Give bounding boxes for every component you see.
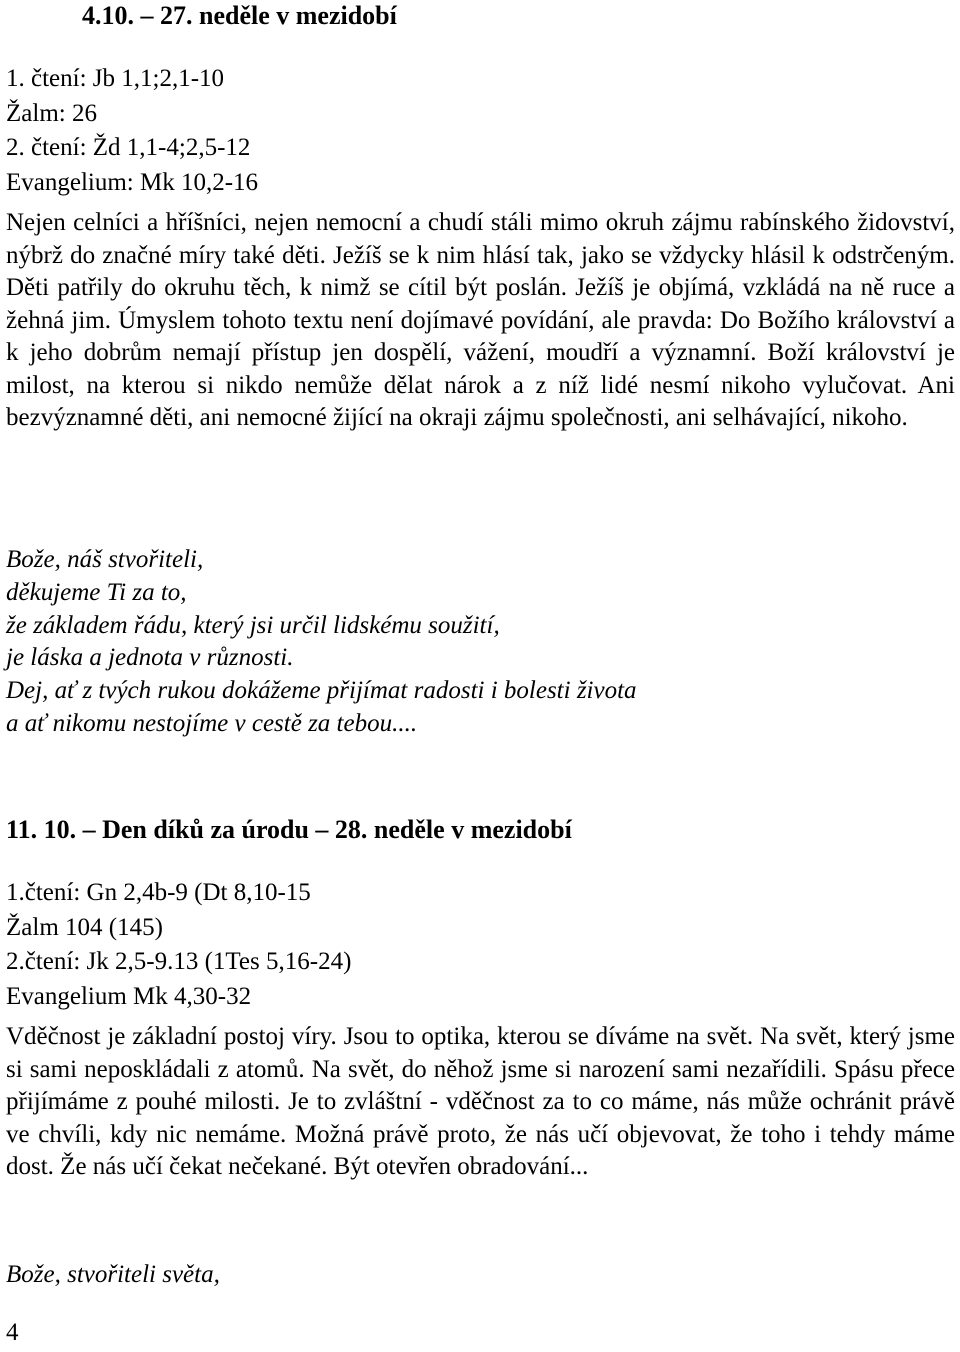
reading-item: Evangelium: Mk 10,2-16 — [6, 168, 259, 196]
reading-item: 1.čtení: Gn 2,4b-9 (Dt 8,10-15 — [6, 879, 311, 906]
prayer-line: Bože, stvořiteli světa, — [6, 1261, 220, 1288]
section-heading: 11. 10. – Den díků za úrodu – 28. neděle v mezidobí — [6, 815, 572, 844]
prayer-block — [6, 1259, 220, 1292]
page-number: 4 — [6, 1319, 19, 1346]
reading-item: 1. čtení: Jb 1,1;2,1-10 — [6, 65, 225, 92]
prayer-line: děkujeme Ti za to, — [6, 578, 187, 606]
reflection-paragraph: Nejen celníci a hříšníci, nejen nemocní a chudí stáli mimo okruh zájmu rabínského židovství, nýbrž do značné míry také děti. Ježíš se k nim hlásí tak, jako se vždycky hlásil k odstrčeným. Děti patřily do okruhu těch, k nimž se cítil být poslán. Ježíš je objímá, vzkládá na ně ruce a žehná jim. Úmyslem tohoto textu není dojímavé povídání, ale pravda: Do Božího království a k jeho dobrům nemají přístup jen dospělí, vážení, moudří a významní. Boží království je milost, na kterou si nikdo nemůže dělat nárok a z níž lidé nesmí nikoho vylučovat. Ani bezvýznamné děti, ani nemocné žijící na okraji zájmu společnosti, ani selhávající, nikoho. — [6, 209, 955, 431]
reflection-paragraph: Vděčnost je základní postoj víry. Jsou to optika, kterou se díváme na svět. Na svět, který jsme si sami neposkládali z atomů. Na svět, do něhož jsme si narození sami nezařídili. Spásu přece přijímáme z pouhé milosti. Je to zvláštní - vděčnost za to co máme, nás může ochránit právě ve chvíli, kdy nic nemáme. Možná právě proto, že nás učí objevovat, že toho i tehdy máme dost. Že nás učí čekat nečekané. Být otevřen obradování... — [6, 1023, 955, 1180]
readings-list — [6, 876, 351, 1014]
prayer-line: a ať nikomu nestojíme v cestě za tebou.... — [6, 709, 418, 737]
prayer-line: Bože, náš stvořiteli, — [6, 546, 204, 573]
reading-item: 2.čtení: Jk 2,5-9.13 (1Tes 5,16-24) — [6, 948, 352, 975]
section-heading: 4.10. – 27. neděle v mezidobí — [82, 1, 397, 30]
readings-list — [6, 62, 258, 200]
reading-item: 2. čtení: Žd 1,1-4;2,5-12 — [6, 134, 251, 161]
prayer-line: Dej, ať z tvých rukou dokážeme přijímat radosti i bolesti života — [6, 677, 637, 705]
reading-item: Evangelium Mk 4,30-32 — [6, 982, 252, 1010]
prayer-line: je láska a jednota v různosti. — [6, 644, 294, 672]
reading-item: Žalm 104 (145) — [6, 913, 163, 941]
prayer-line: že základem řádu, který jsi určil lidskému soužití, — [6, 611, 500, 639]
prayer-block — [6, 544, 637, 741]
reading-item: Žalm: 26 — [6, 99, 97, 127]
